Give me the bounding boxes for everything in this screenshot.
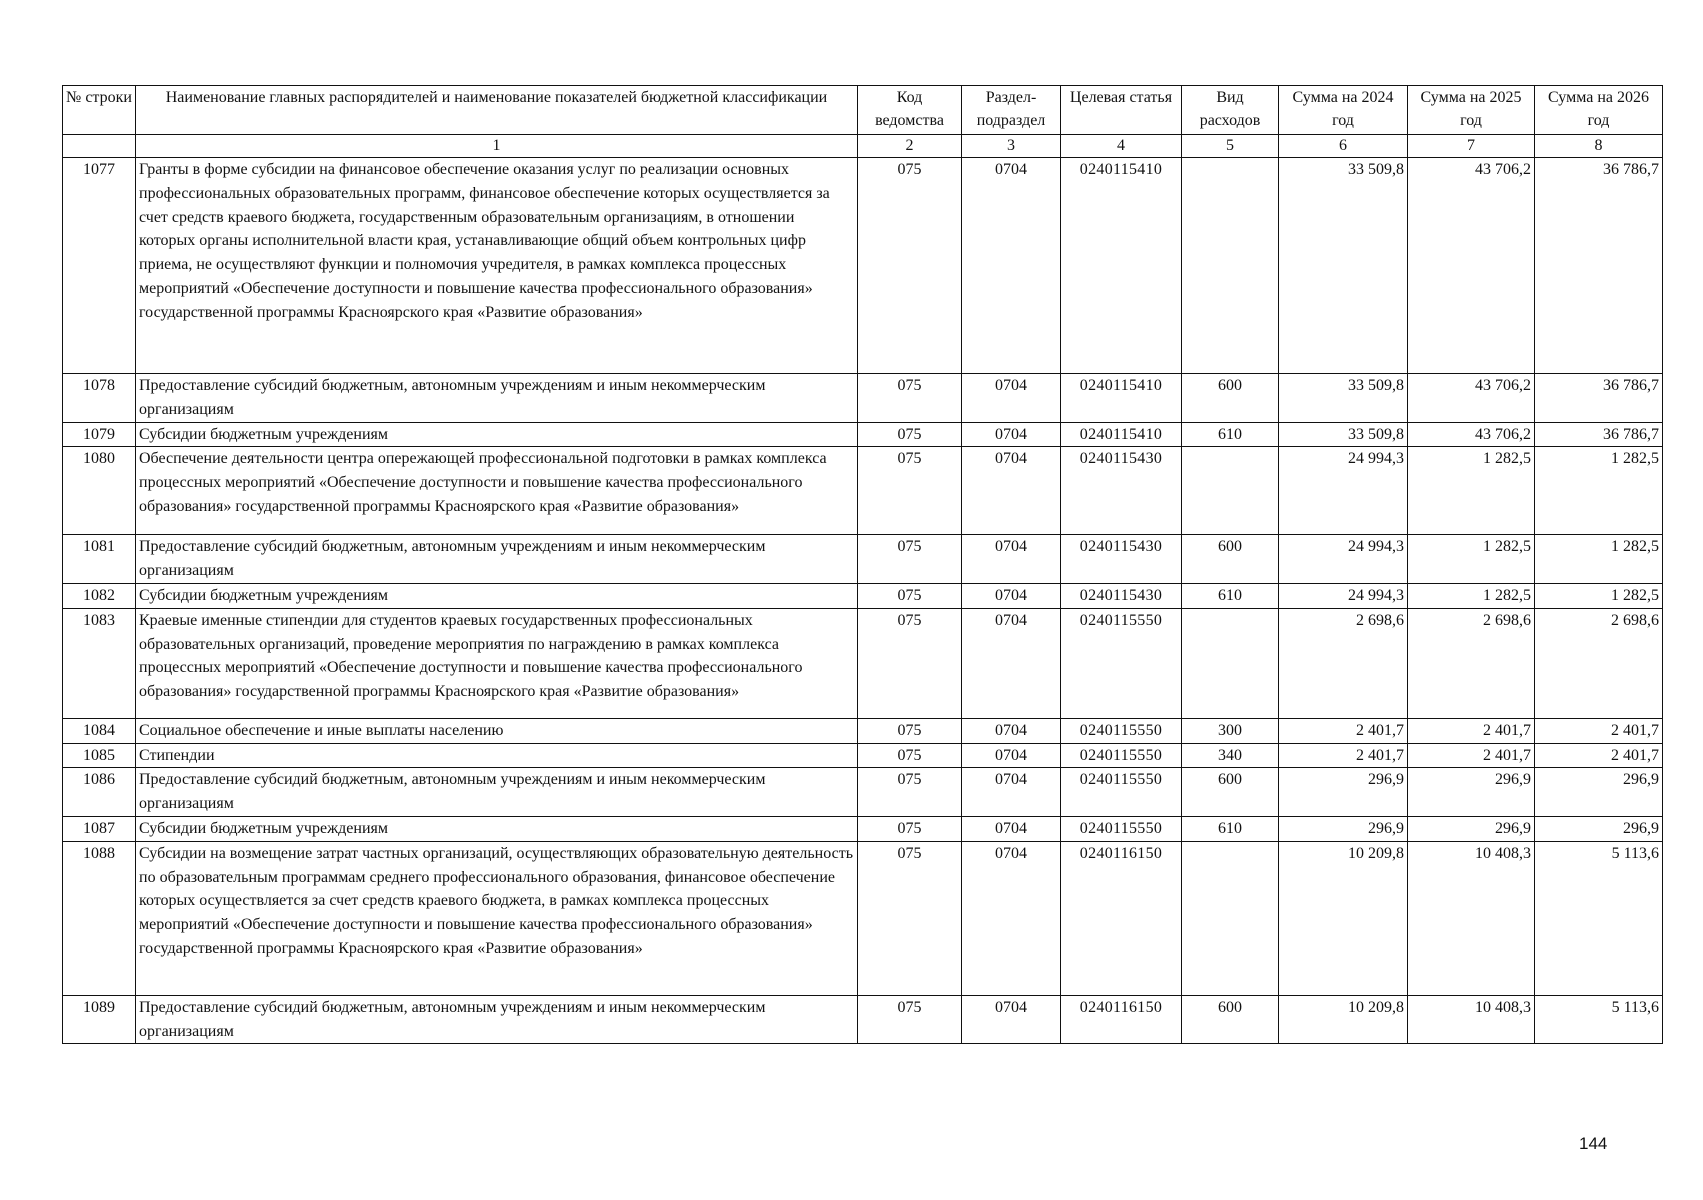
row-target-article: 0240115550 — [1061, 608, 1182, 718]
row-sum-2025: 1 282,5 — [1408, 583, 1535, 608]
table-body — [63, 158, 1663, 1044]
row-target-article: 0240115410 — [1061, 422, 1182, 447]
row-sum-2025: 43 706,2 — [1408, 422, 1535, 447]
column-number: 3 — [962, 135, 1061, 158]
row-expense-kind: 600 — [1182, 995, 1279, 1044]
row-sum-2024: 296,9 — [1279, 768, 1408, 817]
row-name: Гранты в форме субсидии на финансовое обеспечение оказания услуг по реализации основных профессиональных образовательных программ, финансовое обеспечение которых осуществляется за счет средств краевого бюджета, государственным образовательным организациям, в отношении которых органы исполнительной власти края, устанавливающие общий объем контрольных цифр приема, не осуществляют функции и полномочия учредителя, в рамках комплекса процессных мероприятий «Обеспечение доступности и повышение качества профессионального образования» государственной программы Красноярского края «Развитие образования» — [136, 158, 858, 374]
row-target-article: 0240115410 — [1061, 158, 1182, 374]
row-number: 1081 — [63, 535, 136, 584]
row-section: 0704 — [962, 447, 1061, 535]
row-department-code: 075 — [858, 718, 962, 743]
row-expense-kind: 610 — [1182, 422, 1279, 447]
table-row — [63, 535, 1663, 584]
row-section: 0704 — [962, 374, 1061, 423]
row-department-code: 075 — [858, 768, 962, 817]
row-name: Субсидии бюджетным учреждениям — [136, 583, 858, 608]
row-sum-2025: 43 706,2 — [1408, 158, 1535, 374]
row-sum-2026: 296,9 — [1535, 816, 1663, 841]
column-number: 8 — [1535, 135, 1663, 158]
row-expense-kind: 610 — [1182, 816, 1279, 841]
row-name: Предоставление субсидий бюджетным, автономным учреждениям и иным некоммерческим организациям — [136, 374, 858, 423]
row-target-article: 0240115550 — [1061, 768, 1182, 817]
row-name: Предоставление субсидий бюджетным, автономным учреждениям и иным некоммерческим организациям — [136, 995, 858, 1044]
row-department-code: 075 — [858, 841, 962, 995]
row-section: 0704 — [962, 422, 1061, 447]
row-sum-2025: 43 706,2 — [1408, 374, 1535, 423]
row-expense-kind: 600 — [1182, 374, 1279, 423]
page-number: 144 — [1579, 1134, 1608, 1153]
row-sum-2025: 296,9 — [1408, 816, 1535, 841]
row-name: Обеспечение деятельности центра опережающей профессиональной подготовки в рамках комплекса процессных мероприятий «Обеспечение доступности и повышение качества профессионального образования» государственной программы Красноярского края «Развитие образования» — [136, 447, 858, 535]
row-sum-2024: 296,9 — [1279, 816, 1408, 841]
header-name: Наименование главных распорядителей и наименование показателей бюджетной классификации — [136, 86, 858, 135]
row-department-code: 075 — [858, 995, 962, 1044]
column-number-row — [63, 135, 1663, 158]
table-row — [63, 447, 1663, 535]
row-sum-2026: 5 113,6 — [1535, 995, 1663, 1044]
header-sum-2026: Сумма на 2026 год — [1535, 86, 1663, 135]
table-row — [63, 374, 1663, 423]
row-expense-kind — [1182, 841, 1279, 995]
row-section: 0704 — [962, 583, 1061, 608]
budget-sheet — [62, 85, 1662, 1044]
row-sum-2024: 33 509,8 — [1279, 158, 1408, 374]
row-department-code: 075 — [858, 535, 962, 584]
row-sum-2026: 5 113,6 — [1535, 841, 1663, 995]
row-sum-2026: 1 282,5 — [1535, 447, 1663, 535]
row-expense-kind: 600 — [1182, 768, 1279, 817]
row-number: 1079 — [63, 422, 136, 447]
row-name: Субсидии бюджетным учреждениям — [136, 816, 858, 841]
row-section: 0704 — [962, 158, 1061, 374]
table-row — [63, 158, 1663, 374]
row-section: 0704 — [962, 535, 1061, 584]
row-sum-2024: 24 994,3 — [1279, 583, 1408, 608]
row-number: 1080 — [63, 447, 136, 535]
row-department-code: 075 — [858, 447, 962, 535]
column-number: 4 — [1061, 135, 1182, 158]
header-row-number: № строки — [63, 86, 136, 135]
row-expense-kind — [1182, 447, 1279, 535]
row-sum-2024: 2 401,7 — [1279, 718, 1408, 743]
row-target-article: 0240115430 — [1061, 447, 1182, 535]
row-sum-2024: 33 509,8 — [1279, 422, 1408, 447]
table-row — [63, 841, 1663, 995]
row-department-code: 075 — [858, 608, 962, 718]
row-number: 1085 — [63, 743, 136, 768]
row-expense-kind: 340 — [1182, 743, 1279, 768]
column-number: 6 — [1279, 135, 1408, 158]
row-expense-kind: 600 — [1182, 535, 1279, 584]
row-section: 0704 — [962, 718, 1061, 743]
header-expense-kind: Вид расходов — [1182, 86, 1279, 135]
row-sum-2026: 36 786,7 — [1535, 422, 1663, 447]
row-section: 0704 — [962, 768, 1061, 817]
row-number: 1077 — [63, 158, 136, 374]
row-sum-2026: 2 698,6 — [1535, 608, 1663, 718]
table-row — [63, 768, 1663, 817]
column-number — [63, 135, 136, 158]
row-number: 1089 — [63, 995, 136, 1044]
table-row — [63, 718, 1663, 743]
row-sum-2025: 2 401,7 — [1408, 718, 1535, 743]
row-department-code: 075 — [858, 743, 962, 768]
column-number: 5 — [1182, 135, 1279, 158]
header-sum-2024: Сумма на 2024 год — [1279, 86, 1408, 135]
row-sum-2026: 2 401,7 — [1535, 718, 1663, 743]
row-target-article: 0240115550 — [1061, 743, 1182, 768]
row-sum-2024: 2 401,7 — [1279, 743, 1408, 768]
row-sum-2024: 10 209,8 — [1279, 995, 1408, 1044]
table-row — [63, 743, 1663, 768]
row-expense-kind — [1182, 158, 1279, 374]
header-sum-2025: Сумма на 2025 год — [1408, 86, 1535, 135]
row-target-article: 0240115430 — [1061, 535, 1182, 584]
budget-table — [62, 85, 1663, 1044]
row-department-code: 075 — [858, 583, 962, 608]
header-target-article: Целевая статья — [1061, 86, 1182, 135]
row-department-code: 075 — [858, 158, 962, 374]
row-target-article: 0240115410 — [1061, 374, 1182, 423]
row-name: Социальное обеспечение и иные выплаты населению — [136, 718, 858, 743]
row-department-code: 075 — [858, 422, 962, 447]
row-sum-2026: 296,9 — [1535, 768, 1663, 817]
header-department-code: Код ведомства — [858, 86, 962, 135]
table-row — [63, 995, 1663, 1044]
row-sum-2025: 2 698,6 — [1408, 608, 1535, 718]
row-sum-2026: 36 786,7 — [1535, 374, 1663, 423]
row-number: 1078 — [63, 374, 136, 423]
row-sum-2024: 24 994,3 — [1279, 447, 1408, 535]
row-sum-2026: 36 786,7 — [1535, 158, 1663, 374]
row-target-article: 0240116150 — [1061, 995, 1182, 1044]
table-row — [63, 608, 1663, 718]
row-sum-2025: 296,9 — [1408, 768, 1535, 817]
row-name: Предоставление субсидий бюджетным, автономным учреждениям и иным некоммерческим организациям — [136, 768, 858, 817]
column-number: 7 — [1408, 135, 1535, 158]
row-section: 0704 — [962, 816, 1061, 841]
row-sum-2024: 2 698,6 — [1279, 608, 1408, 718]
row-sum-2024: 33 509,8 — [1279, 374, 1408, 423]
row-number: 1082 — [63, 583, 136, 608]
row-number: 1083 — [63, 608, 136, 718]
row-sum-2026: 2 401,7 — [1535, 743, 1663, 768]
row-sum-2026: 1 282,5 — [1535, 583, 1663, 608]
row-section: 0704 — [962, 608, 1061, 718]
header-row — [63, 86, 1663, 135]
row-sum-2025: 1 282,5 — [1408, 447, 1535, 535]
row-expense-kind — [1182, 608, 1279, 718]
row-name: Предоставление субсидий бюджетным, автономным учреждениям и иным некоммерческим организациям — [136, 535, 858, 584]
row-number: 1084 — [63, 718, 136, 743]
table-row — [63, 422, 1663, 447]
table-row — [63, 816, 1663, 841]
row-section: 0704 — [962, 841, 1061, 995]
row-expense-kind: 610 — [1182, 583, 1279, 608]
row-sum-2024: 10 209,8 — [1279, 841, 1408, 995]
row-expense-kind: 300 — [1182, 718, 1279, 743]
table-row — [63, 583, 1663, 608]
row-section: 0704 — [962, 743, 1061, 768]
row-sum-2026: 1 282,5 — [1535, 535, 1663, 584]
row-target-article: 0240115550 — [1061, 718, 1182, 743]
column-number: 1 — [136, 135, 858, 158]
row-name: Субсидии на возмещение затрат частных организаций, осуществляющих образовательную деятельность по образовательным программам среднего профессионального образования, финансовое обеспечение которых осуществляется за счет средств краевого бюджета, в рамках комплекса процессных мероприятий «Обеспечение доступности и повышение качества профессионального образования» государственной программы Красноярского края «Развитие образования» — [136, 841, 858, 995]
column-number: 2 — [858, 135, 962, 158]
row-sum-2024: 24 994,3 — [1279, 535, 1408, 584]
row-name: Краевые именные стипендии для студентов краевых государственных профессиональных образовательных организаций, проведение мероприятия по награждению в рамках комплекса процессных мероприятий «Обеспечение доступности и повышение качества профессионального образования» государственной программы Красноярского края «Развитие образования» — [136, 608, 858, 718]
row-target-article: 0240116150 — [1061, 841, 1182, 995]
row-target-article: 0240115430 — [1061, 583, 1182, 608]
row-sum-2025: 10 408,3 — [1408, 841, 1535, 995]
row-department-code: 075 — [858, 816, 962, 841]
row-department-code: 075 — [858, 374, 962, 423]
row-number: 1088 — [63, 841, 136, 995]
row-sum-2025: 10 408,3 — [1408, 995, 1535, 1044]
row-target-article: 0240115550 — [1061, 816, 1182, 841]
row-sum-2025: 2 401,7 — [1408, 743, 1535, 768]
row-number: 1086 — [63, 768, 136, 817]
header-section: Раздел-подраздел — [962, 86, 1061, 135]
table-header — [63, 86, 1663, 158]
row-name: Стипендии — [136, 743, 858, 768]
row-name: Субсидии бюджетным учреждениям — [136, 422, 858, 447]
row-sum-2025: 1 282,5 — [1408, 535, 1535, 584]
row-number: 1087 — [63, 816, 136, 841]
row-section: 0704 — [962, 995, 1061, 1044]
